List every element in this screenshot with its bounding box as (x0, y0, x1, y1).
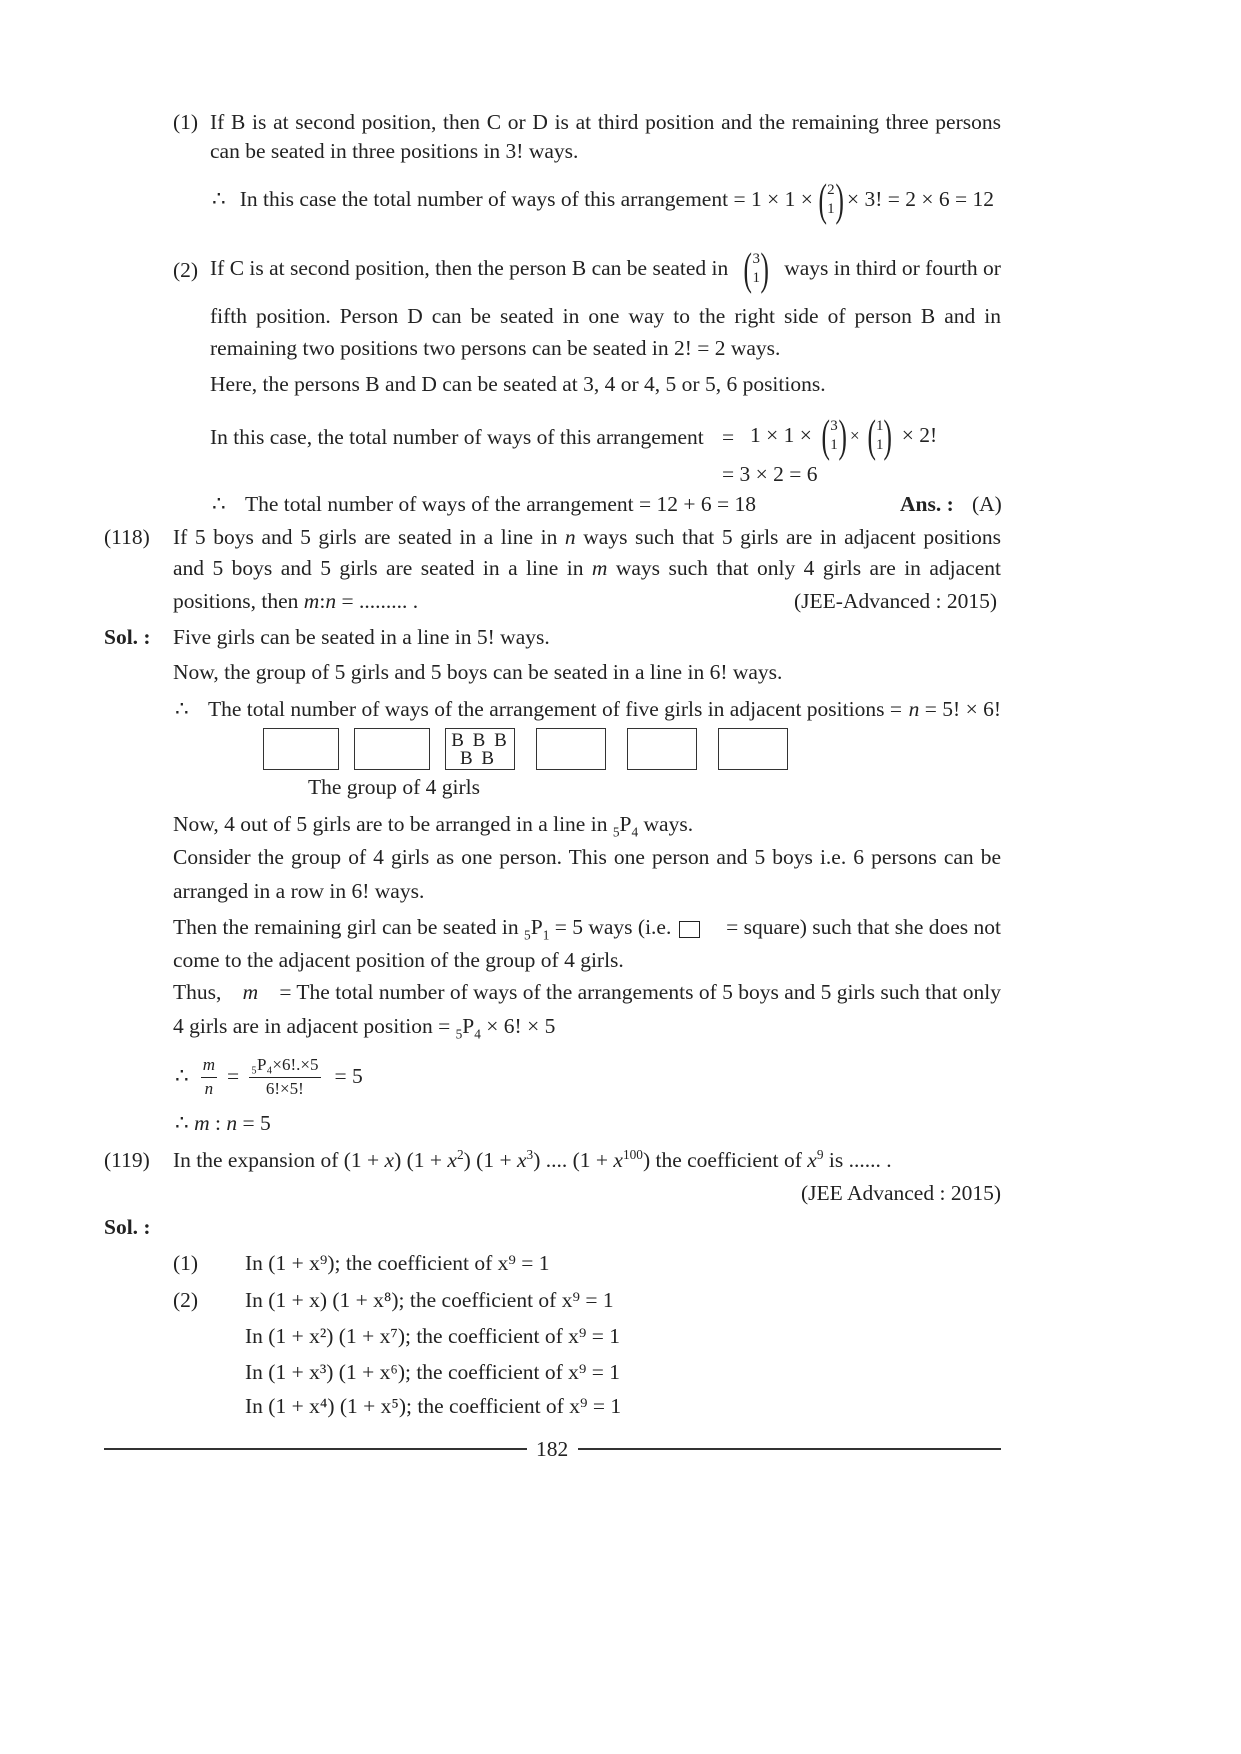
q119-text: In the expansion of (1 + x) $(1 + x^2)$ $(1 + x^3)$ .... $(1 + x^{100})$ the coefficient of $x^9$ is ...... . (173, 1146, 892, 1172)
q118-number: (118) (104, 525, 150, 549)
fraction-value: $\frac{\text{₅P₄×6!.×5}}{6!\times 5!}$ (251, 1055, 319, 1098)
box-caption: The group of 4 girls (308, 775, 480, 799)
seat-box-1 (263, 728, 339, 770)
case2-line6: = 3 × 2 = 6 (722, 462, 818, 486)
solution-label: Sol. : (104, 625, 151, 649)
case1-line2: can be seated in three positions in 3! ways. (210, 139, 579, 163)
sol118-line2: Now, the group of 5 girls and 5 boys can be seated in a line in 6! ways. (173, 660, 783, 684)
sol119-item: In (1 + x⁴) (1 + x⁵); the coefficient of x⁹ = 1 (245, 1394, 622, 1418)
sol118-line8: come to the adjacent position of the group of 4 girls. (173, 948, 624, 972)
footer-rule-right (578, 1448, 1001, 1450)
q119-number: (119) (104, 1148, 150, 1172)
sol119-item-number: (2) (173, 1288, 199, 1312)
sol119-item: In (1 + x⁹); the coefficient of x⁹ = 1 (245, 1251, 550, 1275)
ratio-result: ∴ m : n = 5 (175, 1111, 271, 1135)
case1-line3-text: In this case the total number of ways of this arrangement = 1 × 1 × (239, 187, 813, 212)
ratio-fraction-equation: ∴ $\frac{m}{n}$ = $\frac{\text{₅P₄×6!.×5}}{6!\times 5!}$ = 5 (175, 1055, 363, 1098)
total-line: The total number of ways of the arrangement = 12 + 6 = 18 (245, 492, 757, 516)
binomial-3-1: ( 3 1 ) (743, 243, 769, 294)
q118-line2: and 5 boys and 5 girls are seated in a line in m ways such that only 4 girls are in adjacent (173, 556, 1001, 580)
sol119-item: In (1 + x) (1 + x⁸); the coefficient of x⁹ = 1 (245, 1288, 614, 1312)
sol118-line7: Then the remaining girl can be seated in $_5P_1 = 5$ ways (i.e. = square) such that she does not (173, 915, 1001, 943)
q118-line3: positions, then m:n = ......... . (173, 589, 419, 613)
solution-label: Sol. : (104, 1215, 151, 1239)
binomial-2-1: ( 2 1 ) (818, 174, 844, 225)
q118-line1: If 5 boys and 5 girls are seated in a line in n ways such that 5 girls are in adjacent positions (173, 525, 1001, 549)
case1-number: (1) (173, 110, 199, 134)
seat-box-5 (627, 728, 697, 770)
case2-line4: Here, the persons B and D can be seated at 3, 4 or 4, 5 or 5, 6 positions. (210, 372, 826, 396)
answer-value: (A) (972, 492, 1002, 516)
sol118-line3: The total number of ways of the arrangement of five girls in adjacent positions = n = 5! × 6! (208, 697, 1001, 721)
seat-box-2 (354, 728, 430, 770)
therefore-symbol: ∴ (212, 492, 226, 516)
page-number: 182 (536, 1437, 569, 1461)
seat-box-6 (718, 728, 788, 770)
binomial-3-1-b: ( 3 1 ) (821, 410, 847, 461)
sol118-line1: Five girls can be seated in a line in 5! ways. (173, 625, 550, 649)
sol119-item: In (1 + x²) (1 + x⁷); the coefficient of x⁹ = 1 (245, 1324, 621, 1348)
sol118-line5: Consider the group of 4 girls as one person. This one person and 5 boys i.e. 6 persons can be (173, 845, 1001, 869)
sol119-item-number: (1) (173, 1251, 199, 1275)
sol119-item: In (1 + x³) (1 + x⁶); the coefficient of x⁹ = 1 (245, 1360, 621, 1384)
q118-source: (JEE-Advanced : 2015) (794, 589, 997, 613)
fraction-m-over-n: $\frac{m}{n}$ (202, 1055, 215, 1098)
sol118-line4: Now, 4 out of 5 girls are to be arranged in a line in $_5P_4$ ways. (173, 812, 694, 840)
girls-group-row1: B B B (451, 730, 509, 751)
sol118-line9: Thus, m = The total number of ways of the arrangements of 5 boys and 5 girls such that only (173, 980, 1001, 1004)
case2-number: (2) (173, 258, 199, 282)
case1-line1: If B is at second position, then C or D is at third position and the remaining three persons (210, 110, 1001, 134)
therefore-symbol: ∴ (175, 697, 189, 721)
square-icon (679, 921, 700, 938)
case2-line3: remaining two positions two persons can be seated in 2! = 2 ways. (210, 336, 781, 360)
seat-box-4 (536, 728, 606, 770)
case2-line2: fifth position. Person D can be seated in one way to the right side of person B and in (210, 304, 1001, 328)
case2-line5-text: In this case, the total number of ways of this arrangement (210, 425, 704, 449)
sol118-line10: 4 girls are in adjacent position = $_5P_4 \times 6$! × 5 (173, 1014, 556, 1042)
equals-sign: = (722, 425, 735, 449)
footer-rule-left (104, 1448, 527, 1450)
answer-label: Ans. : (900, 492, 954, 516)
binomial-1-1: ( 1 1 ) (867, 410, 893, 461)
case1-line3-result: × 3! = 2 × 6 = 12 (846, 187, 995, 212)
case1-equation (212, 170, 994, 230)
sol118-line6: arranged in a row in 6! ways. (173, 879, 425, 903)
case2-line1: If C is at second position, then the person B can be seated in ( 3 1 ) ways in third or fourth or (210, 243, 1001, 294)
therefore-symbol: ∴ (212, 187, 226, 212)
case2-equation: 1 × 1 × ( 3 1 ) × ( 1 1 ) × 2! (750, 410, 938, 461)
q119-source: (JEE Advanced : 2015) (800, 1181, 1001, 1205)
girls-group-row2: B B (459, 748, 497, 769)
